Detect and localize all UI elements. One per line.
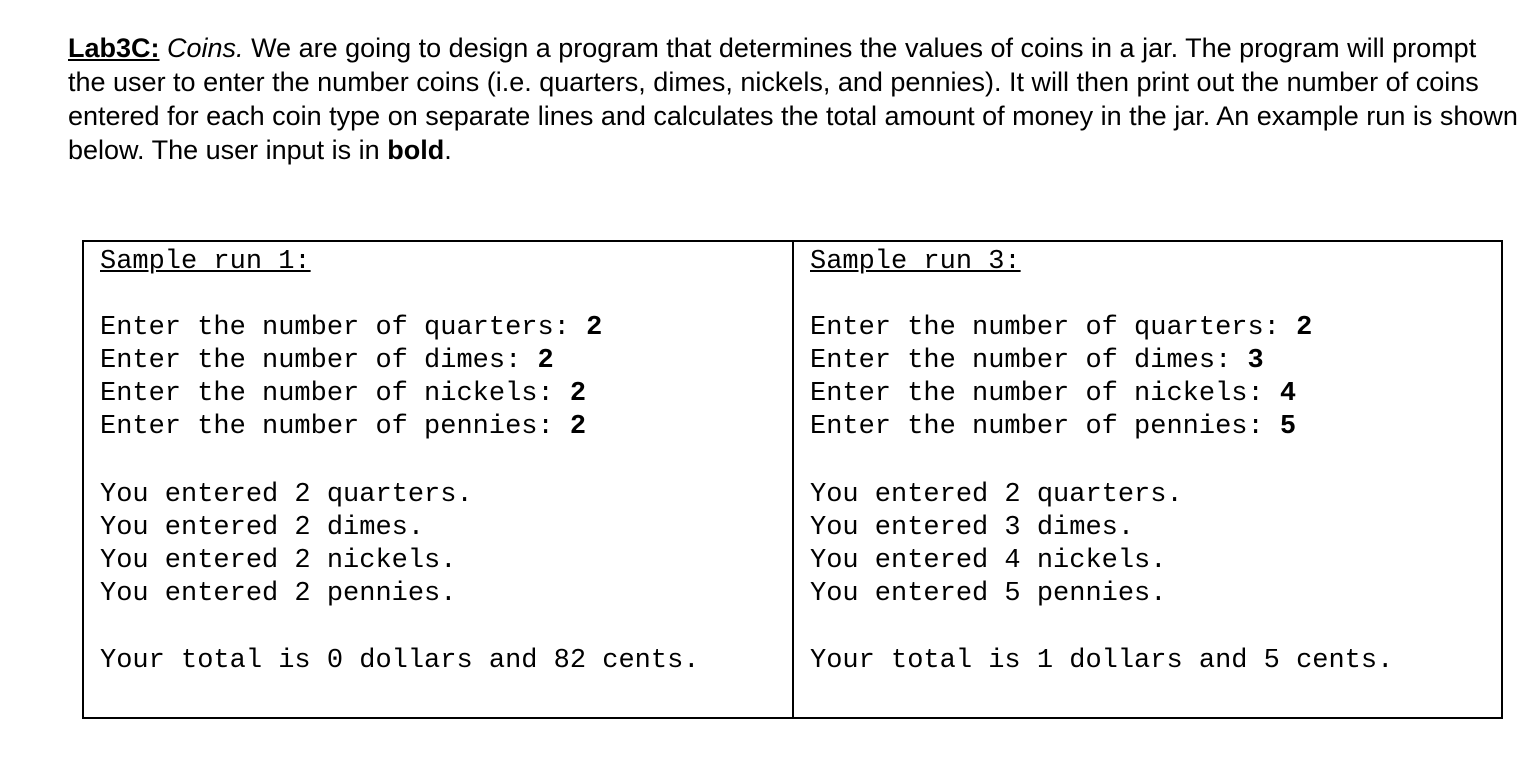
prompt-label: Enter the number of pennies: <box>100 412 570 442</box>
lab-description-end: . <box>444 135 452 165</box>
lab-description <box>68 31 1518 167</box>
output-line: You entered 2 pennies. <box>100 579 457 609</box>
output-line: You entered 2 dimes. <box>100 513 425 543</box>
sample-run-3-heading: Sample run 3: <box>810 247 1021 277</box>
sample-run-3-total: Your total is 1 dollars and 5 cents. <box>810 646 1394 676</box>
output-line: You entered 2 nickels. <box>100 546 457 576</box>
prompt-line <box>810 378 1312 411</box>
lab-description-text: We are going to design a program that determines the values of coins in a jar. The program will prompt the user to enter the number coins (i.e. quarters, dimes, nickels, and pennies). It will then print out the number of coins entered for each coin type on separate lines and calculates the total amount of money in the jar. An example run is shown below. The user input is in <box>68 33 1518 165</box>
prompt-line <box>810 312 1312 345</box>
output-line: You entered 4 nickels. <box>810 546 1167 576</box>
sample-run-1-cell <box>84 242 794 717</box>
user-input: 4 <box>1279 379 1297 409</box>
lab-id: Lab3C: <box>68 33 160 63</box>
user-input: 2 <box>1296 313 1313 343</box>
prompt-label: Enter the number of pennies: <box>810 412 1280 442</box>
sample-run-3-prompts <box>810 312 1312 444</box>
prompt-line <box>810 345 1312 378</box>
user-input: 2 <box>537 346 554 376</box>
user-input: 5 <box>1279 412 1297 442</box>
prompt-label: Enter the number of nickels: <box>100 379 570 409</box>
prompt-label: Enter the number of quarters: <box>810 313 1297 343</box>
sample-run-1-heading: Sample run 1: <box>100 247 311 277</box>
sample-run-1-prompts <box>100 312 602 444</box>
sample-run-1-outputs <box>100 479 473 611</box>
sample-runs-table <box>82 240 1503 719</box>
output-line: You entered 3 dimes. <box>810 513 1135 543</box>
sample-run-3-outputs <box>810 479 1183 611</box>
prompt-line <box>100 312 602 345</box>
prompt-label: Enter the number of nickels: <box>810 379 1280 409</box>
user-input: 2 <box>569 379 587 409</box>
output-line: You entered 2 quarters. <box>100 480 473 510</box>
prompt-line <box>100 345 602 378</box>
output-line: You entered 5 pennies. <box>810 579 1167 609</box>
sample-run-3-cell <box>794 242 1501 717</box>
sample-run-1-total: Your total is 0 dollars and 82 cents. <box>100 646 700 676</box>
output-line: You entered 2 quarters. <box>810 480 1183 510</box>
prompt-label: Enter the number of dimes: <box>100 346 538 376</box>
user-input: 2 <box>586 313 603 343</box>
user-input: 3 <box>1247 346 1264 376</box>
prompt-label: Enter the number of quarters: <box>100 313 587 343</box>
prompt-line <box>100 411 602 444</box>
prompt-line <box>100 378 602 411</box>
user-input: 2 <box>569 412 587 442</box>
bold-word: bold <box>387 135 445 165</box>
lab-title: Coins. <box>167 33 244 63</box>
prompt-line <box>810 411 1312 444</box>
prompt-label: Enter the number of dimes: <box>810 346 1248 376</box>
